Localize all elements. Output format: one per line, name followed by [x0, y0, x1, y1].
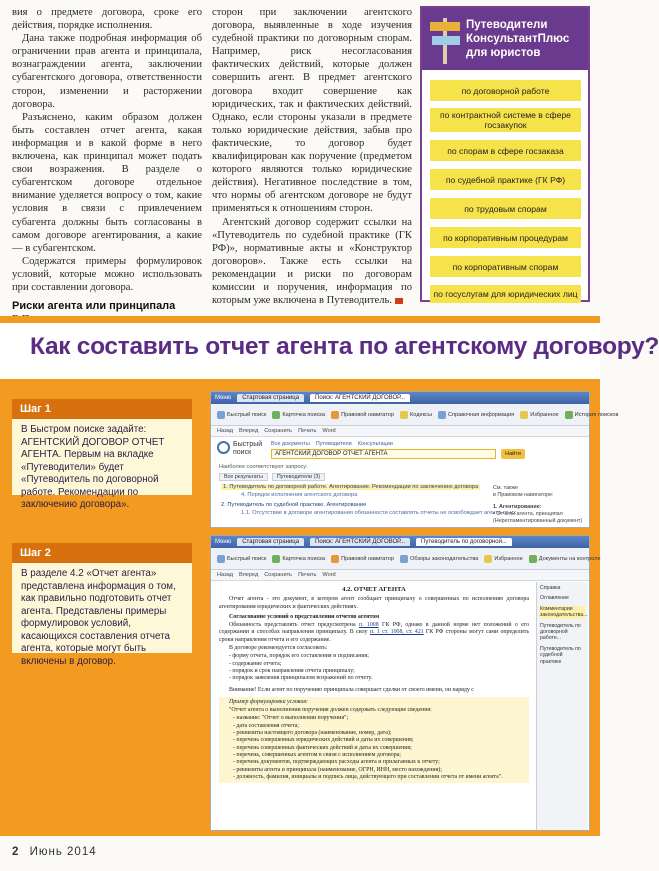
law-link[interactable]: п. 1 ст. 1008, ст. 421	[369, 629, 424, 636]
list-item: - дата составления отчета;	[233, 722, 299, 729]
tab-start-page[interactable]: Стартовая страница	[237, 394, 304, 402]
tab-all-documents[interactable]: Все документы	[271, 441, 310, 447]
side-tab-contents[interactable]: Оглавление	[540, 595, 569, 602]
navigator-icon	[331, 411, 339, 419]
article-paragraph: Разъяснено, каким образом должен быть составлен отчет агента, какая информация и в какой форме в него включена, как принципал может подать свои возражения. В разделе о субагентском договоре отдельное внимание уделяется вопросу о том, какие условия в связи с привлечением субагента должны быть согласованы в самом договоре агентирования, а какие — в субагентском.	[12, 111, 202, 254]
back-button[interactable]: Назад	[217, 572, 234, 578]
search-scope-tabs	[271, 441, 393, 447]
side-link[interactable]: Комментарии законодательства...	[540, 605, 588, 619]
search-input[interactable]: АГЕНТСКИЙ ДОГОВОР ОТЧЕТ АГЕНТА	[271, 449, 496, 459]
toolbar-navigator[interactable]: Правовой навигатор	[331, 411, 394, 419]
tab-search[interactable]: Поиск: АГЕНТСКИЙ ДОГОВОР...	[310, 538, 410, 546]
guides-title-line: КонсультантПлюс	[466, 33, 570, 45]
word-button[interactable]: Word	[322, 428, 336, 434]
document-paragraph: В договоре рекомендуется согласовать:	[229, 645, 328, 652]
forward-button[interactable]: Вперед	[239, 428, 259, 434]
control-icon	[529, 555, 537, 563]
guide-item-court-practice[interactable]: по судебной практике (ГК РФ)	[430, 169, 581, 190]
sample-intro: "Отчет агента о выполнении поручения должен содержать следующие сведения:	[229, 707, 432, 714]
article-column-1	[12, 6, 202, 326]
see-also-panel: См. также в Правовом навигаторе: 1. Агентирование: • Отчеты агента, принципал (Нерегламентированный документ)	[493, 485, 583, 524]
article-paragraph: Дана также подробная информация об ограничении прав агента и принципала, вознаграждении агента, заключении субагентского договора, ответственности сторон, изменении и расторжении договора.	[12, 33, 202, 110]
list-item: - реквизиты настоящего договора (наименование, номер, дата);	[233, 730, 392, 737]
window-tabbar	[211, 392, 589, 404]
tab-guides-results[interactable]: Путеводители (3)	[272, 473, 325, 481]
article-paragraph: вия о предмете договора, сроке его действия, порядке исполнения.	[12, 7, 202, 32]
save-button[interactable]: Сохранить	[264, 572, 293, 578]
search-icon	[217, 555, 225, 563]
toolbar-favorites[interactable]: Избранное	[520, 411, 558, 419]
menu-button[interactable]: Меню	[215, 395, 232, 401]
guides-title	[466, 18, 569, 60]
quick-search-label: Быстрый поиск	[233, 441, 263, 456]
guide-item-public-services[interactable]: по госуслугам для юридических лиц	[430, 285, 581, 303]
toolbar-quick-search[interactable]: Быстрый поиск	[217, 555, 266, 563]
law-link[interactable]: п. 1008	[358, 622, 379, 629]
list-item: - порядок и срок направления отчета принципалу;	[229, 667, 355, 674]
toolbar-navigator[interactable]: Правовой навигатор	[331, 555, 394, 563]
list-item: - перечень, совершенных агентом в связи с исполнением договора;	[233, 751, 401, 758]
article-column-2	[212, 6, 412, 307]
back-button[interactable]: Назад	[217, 428, 234, 434]
article-paragraph-text: Агентский договор содержит ссылки на «Путеводитель по судебной практике (ГК РФ)», нормативные акты и «Конструктор договоров». Также есть ссылки на рекомендации и риски по договорам комиссии и поручения, информация по которым уже включена в Путеводитель.	[212, 216, 412, 307]
section-title-band	[0, 323, 659, 379]
tab-consultations[interactable]: Консультации	[357, 441, 393, 447]
toolbar-search-card[interactable]: Карточка поиска	[272, 555, 325, 563]
main-toolbar	[211, 404, 619, 426]
toolbar-favorites[interactable]: Избранное	[484, 555, 522, 563]
menu-button[interactable]: Меню	[215, 539, 232, 545]
star-icon	[520, 411, 528, 419]
list-item: - перечень совершенных фактических действий и даты их совершения;	[233, 744, 412, 751]
list-item: - перечень совершенных юридических действий и даты их совершения;	[233, 737, 414, 744]
guide-item-corporate-disputes[interactable]: по корпоративным спорам	[430, 256, 581, 277]
sample-heading: Пример формулировки условия:	[229, 698, 309, 705]
step-2-label: Шаг 2	[12, 543, 192, 563]
result-item[interactable]: 1. Путеводитель по договорной работе. Агентирование. Рекомендации по заключению договора	[223, 484, 479, 490]
guides-title-line: Путеводители	[466, 19, 548, 31]
document-paragraph: Обязанность представлять отчет предусмотрена п. 1008 ГК РФ, однако в данной норме нет положений о его содержании и способах направления принципалу. В силу п. 1 ст. 1008, ст. 421 ГК РФ стороны могут сами определить сроки направления отчета и его содержание.	[219, 622, 530, 643]
document-subheading: Согласование условий о представлении отчетов агентом	[229, 613, 380, 620]
tab-start-page[interactable]: Стартовая страница	[237, 538, 304, 546]
sample-clause	[219, 697, 529, 783]
list-item: - порядок заявления принципалом возражений по отчету.	[229, 675, 373, 682]
list-item: - содержание отчета;	[229, 660, 282, 667]
history-icon	[565, 411, 573, 419]
search-icon	[217, 411, 225, 419]
print-button[interactable]: Печать	[298, 428, 317, 434]
main-toolbar	[211, 548, 601, 570]
tab-guides[interactable]: Путеводители	[315, 441, 352, 447]
step-1-label: Шаг 1	[12, 399, 192, 419]
article-paragraph: Содержатся примеры формулировок условий, которые можно использовать при составлении договора.	[12, 255, 202, 293]
result-subitem[interactable]: 4. Порядок исполнения агентского договора	[241, 492, 358, 498]
article-paragraph: сторон при заключении агентского договора, выявленные в ходе изучения судебной практики по договорным спорам. Например, риск несогласования фактических действий, которые должен совершить агент. В предмет агентского договора входит совершение как юридических, так и фактических действий. Однако, если стороны указали в предмете только юридические действия, забыв про фактические, то договор будет квалифицирован как поручение (предметом которого являются только юридические действия). Негативное последствие в том, что нормы об агентском договоре не будут применяться к отношениям сторон.	[212, 7, 412, 215]
article-paragraph	[212, 216, 412, 308]
card-icon	[272, 555, 280, 563]
guide-item-contract-work[interactable]: по договорной работе	[430, 80, 581, 101]
list-item: - реквизиты агента и принципала (наименование, ОГРН, ИНН, место нахождения);	[233, 766, 442, 773]
toolbar-quick-search[interactable]: Быстрый поиск	[217, 411, 266, 419]
reviews-icon	[400, 555, 408, 563]
list-item: - форму отчета, порядок его составления и подписания;	[229, 653, 369, 660]
tab-guide[interactable]: Путеводитель по договорной...	[416, 538, 512, 546]
guide-item-procurement[interactable]: по контрактной системе в сфере госзакупок	[430, 108, 581, 132]
page-number: 2	[12, 846, 20, 858]
document-note: Внимание! Если агент по поручению принципала совершает сделки от своего имени, он наряду с	[229, 686, 474, 693]
screenshot-quick-search	[210, 391, 619, 528]
side-tab-reference[interactable]: Справка	[540, 585, 561, 591]
result-item[interactable]: 2. Путеводитель по судебной практике. Агентирование	[221, 502, 367, 508]
save-button[interactable]: Сохранить	[264, 428, 293, 434]
signpost-icon	[428, 14, 462, 64]
toolbar-reviews[interactable]: Обзоры законодательства	[400, 555, 478, 563]
article-subheading: Риски агента или принципала	[12, 300, 176, 313]
toolbar-search-card[interactable]: Карточка поиска	[272, 411, 325, 419]
screenshot-guide-document	[210, 535, 601, 831]
guide-item-corporate-procedures[interactable]: по корпоративным процедурам	[430, 227, 581, 248]
toolbar-history[interactable]: История поисков	[565, 411, 619, 419]
word-button[interactable]: Word	[322, 572, 336, 578]
tab-all-results[interactable]: Все результаты	[219, 473, 268, 481]
results-tabs	[219, 473, 325, 481]
star-icon	[484, 555, 492, 563]
book-icon	[400, 411, 408, 419]
toolbar-reference[interactable]: Справочная информация	[438, 411, 514, 419]
magnifier-icon	[217, 441, 230, 454]
nav-bar	[211, 570, 589, 581]
step-1-text: В Быстром поиске задайте: АГЕНТСКИЙ ДОГОВОР ОТЧЕТ АГЕНТА. Первым на вкладке «Путеводители» будет «Путеводитель по договорной работе. Рекомендации по заключению договора».	[12, 419, 192, 495]
results-hint: Наиболее соответствуют запросу:	[219, 464, 308, 470]
side-link[interactable]: Путеводитель по договорной работе...	[540, 622, 581, 642]
tab-search[interactable]: Поиск: АГЕНТСКИЙ ДОГОВОР...	[310, 394, 410, 402]
document-title: 4.2. ОТЧЕТ АГЕНТА	[342, 586, 406, 593]
result-subitem[interactable]: 1.1. Отсутствие в договоре агентирования обязанности составлять отчеты не освобождает агента от их	[241, 510, 516, 516]
list-item: - должность, фамилия, инициалы и подпись лица, действующего при составлении отчета от имени агента".	[233, 773, 503, 780]
document-paragraph: Отчет агента - это документ, в котором агент сообщает принципалу о совершенных по исполнению договора агентирования юридических и фактических действиях.	[219, 596, 529, 610]
list-item: - перечень документов, подтверждающих расходы агента и прилагаемых к отчету;	[233, 759, 440, 766]
toolbar-control[interactable]: Документы на контроле	[529, 555, 601, 563]
find-button[interactable]: Найти	[501, 449, 525, 459]
card-icon	[272, 411, 280, 419]
nav-bar	[211, 426, 589, 437]
section-title: Как составить отчет агента по агентскому договору?	[30, 333, 659, 360]
end-mark-icon	[395, 298, 403, 304]
quick-search-panel	[211, 437, 589, 527]
issue-date: Июнь 2014	[29, 846, 97, 858]
side-link[interactable]: Путеводитель по судебной практике	[540, 645, 581, 665]
guide-item-state-order-disputes[interactable]: по спорам в сфере госзаказа	[430, 140, 581, 161]
navigator-icon	[331, 555, 339, 563]
document-text	[219, 582, 529, 830]
window-tabbar	[211, 536, 589, 548]
step-2-text: В разделе 4.2 «Отчет агента» представлена информация о том, как правильно подготовить отчет агента. Представлены примеры формулировок условий, касающихся составления отчета агента, которые могут быть включены в договор.	[12, 563, 192, 653]
page-footer	[12, 846, 97, 858]
print-button[interactable]: Печать	[298, 572, 317, 578]
toolbar-codes[interactable]: Кодексы	[400, 411, 432, 419]
guides-title-line: для юристов	[466, 47, 541, 59]
info-icon	[438, 411, 446, 419]
document-side-panel	[536, 582, 588, 830]
list-item: - название: "Отчет о выполнении поручения";	[233, 715, 349, 722]
guide-item-labor-disputes[interactable]: по трудовым спорам	[430, 198, 581, 219]
guides-box	[420, 6, 590, 302]
forward-button[interactable]: Вперед	[239, 572, 259, 578]
guides-header	[422, 8, 588, 70]
